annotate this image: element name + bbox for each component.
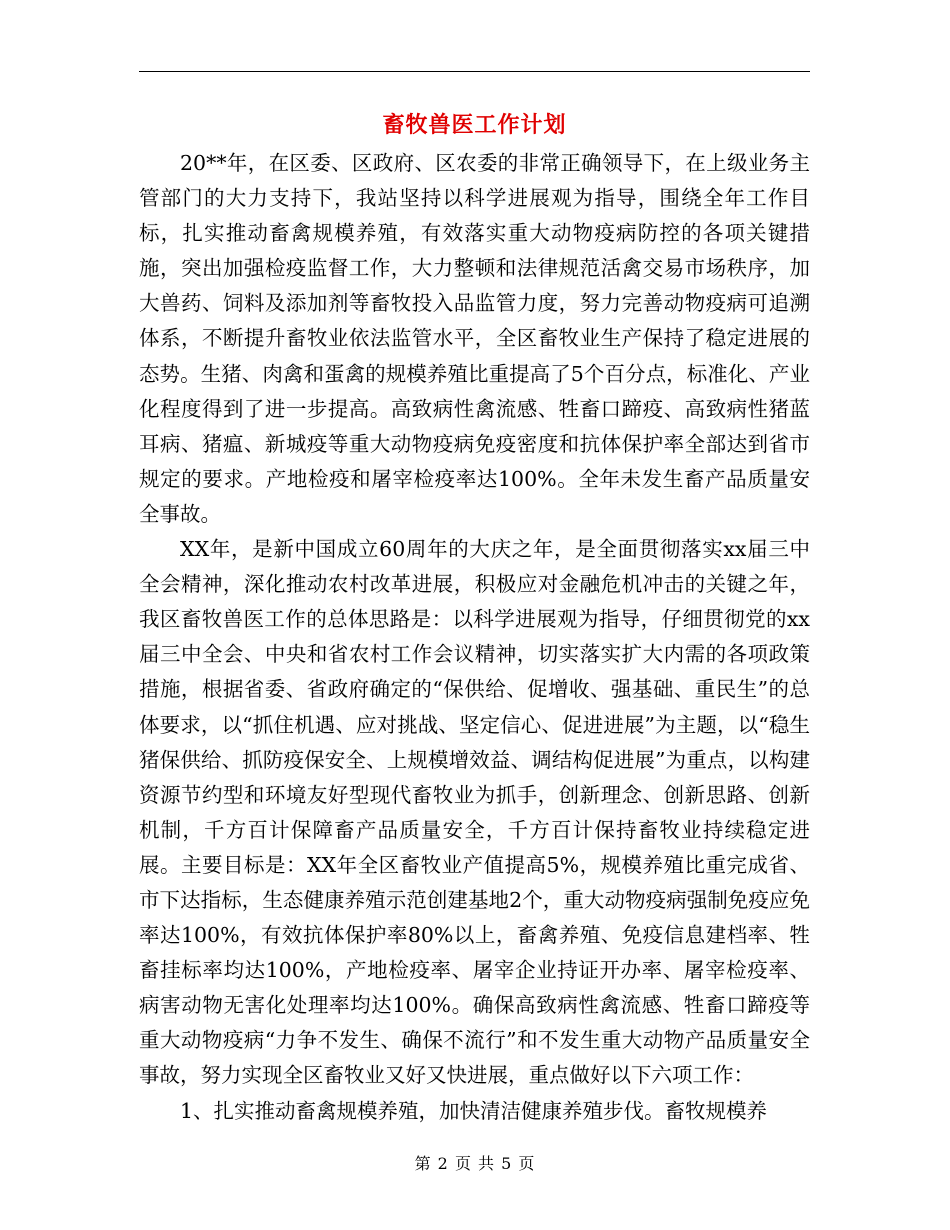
page-number: 第 2 页 共 5 页 bbox=[414, 1154, 535, 1173]
paragraph-task-1: 1、扎实推动畜禽规模养殖，加快清洁健康养殖步伐。畜牧规模养 bbox=[180, 1098, 768, 1123]
paragraph-summary: 20**年，在区委、区政府、区农委的非常正确领导下，在上级业务主管部门的大力支持下，我站坚持以科学进展观为指导，围绕全年工作目标，扎实推动畜禽规模养殖，有效落实重大动物疫病防控的各项关键措施，突出加强检疫监督工作，大力整顿和法律规范活禽交易市场秩序，加大兽药、饲料及添加剂等畜牧投入品监管力度，努力完善动物疫病可追溯体系，不断提升畜牧业依法监管水平，全区畜牧业生产保持了稳定进展的态势。生猪、肉禽和蛋禽的规模养殖比重提高了5个百分点，标准化、产业化程度得到了进一步提高。高致病性禽流感、牲畜口蹄疫、高致病性猪蓝耳病、猪瘟、新城疫等重大动物疫病免疫密度和抗体保护率全部达到省市规定的要求。产地检疫和屠宰检疫率达100%。全年未发生畜产品质量安全事故。 bbox=[139, 151, 810, 526]
paragraph-plan: XX年，是新中国成立60周年的大庆之年，是全面贯彻落实xx届三中全会精神，深化推动农村改革进展，积极应对金融危机冲击的关键之年，我区畜牧兽医工作的总体思路是：以科学进展观为指导，仔细贯彻党的xx届三中全会、中央和省农村工作会议精神，切实落实扩大内需的各项政策措施，根据省委、省政府确定的“保供给、促增收、强基础、重民生”的总体要求，以“抓住机遇、应对挑战、坚定信心、促进进展”为主题，以“稳生猪保供给、抓防疫保安全、上规模增效益、调结构促进展”为重点，以构建资源节约型和环境友好型现代畜牧业为抓手，创新理念、创新思路、创新机制，千方百计保障畜产品质量安全，千方百计保持畜牧业持续稳定进展。主要目标是：XX年全区畜牧业产值提高5%，规模养殖比重完成省、市下达指标，生态健康养殖示范创建基地2个，重大动物疫病强制免疫应免率达100%，有效抗体保护率80%以上，畜禽养殖、免疫信息建档率、牲畜挂标率均达100%，产地检疫率、屠宰企业持证开办率、屠宰检疫率、病害动物无害化处理率均达100%。确保高致病性禽流感、牲畜口蹄疫等重大动物疫病“力争不发生、确保不流行”和不发生重大动物产品质量安全事故，努力实现全区畜牧业又好又快进展，重点做好以下六项工作： bbox=[139, 537, 810, 1088]
header-rule bbox=[139, 71, 810, 72]
document-body bbox=[139, 146, 810, 1129]
document-title: 畜牧兽医工作计划 bbox=[382, 112, 567, 138]
